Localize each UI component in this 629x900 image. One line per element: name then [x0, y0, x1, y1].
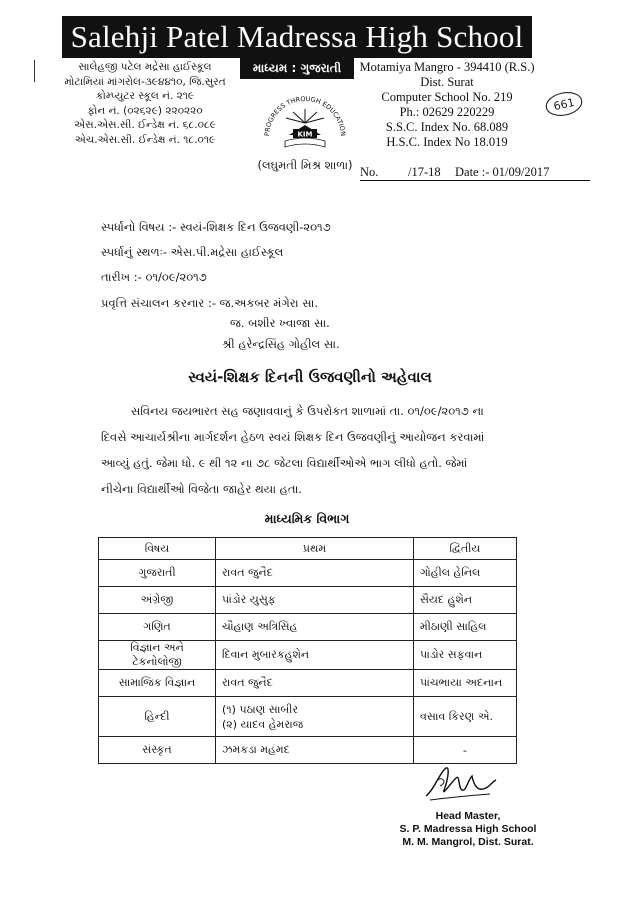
- first-place-name: (૧) પઠાણ સાબીર: [222, 702, 299, 716]
- first-place-cell: પાંડોર યુસુફ: [216, 587, 414, 614]
- table-row: [99, 614, 517, 641]
- crest-motto: PROGRESS THROUGH EDUCATION: [262, 94, 348, 137]
- first-place-cell: રાવત જુનૈદ: [216, 560, 414, 587]
- second-place-cell: પાંડોર સફવાન: [414, 641, 517, 670]
- gujarati-address-line: સાલેહજી પટેલ મદ્રેસા હાઈસ્કૂલ: [78, 61, 212, 73]
- handwritten-signature-icon: [420, 760, 500, 806]
- english-address-line: Computer School No. 219: [381, 90, 513, 104]
- subject-cell: ગણિત: [99, 614, 216, 641]
- report-title: સ્વયં-શિક્ષક દિનની ઉજવણીનો અહેવાલ: [188, 368, 432, 386]
- report-paragraph: [101, 404, 521, 508]
- second-place-cell: ગોહીલ હેનિલ: [414, 560, 517, 587]
- organizer-row: [101, 296, 318, 311]
- second-place-cell: વસાવ કિરણ એ.: [414, 697, 517, 737]
- report-line: દિવસે આચાર્યશ્રીના માર્ગદર્શન હેઠળ સ્વયં શિક્ષક દિન ઉજવણીનું આયોજન કરવામાં: [101, 430, 485, 444]
- medium-tag: માધ્યમ : ગુજરાતી: [240, 58, 354, 79]
- signature-block: [388, 810, 548, 849]
- signatory-address: M. M. Mangrol, Dist. Surat.: [402, 836, 534, 848]
- section-title: માધ્યમિક વિભાગ: [264, 511, 350, 526]
- first-place-cell: રાવત જુનૈદ: [216, 670, 414, 697]
- gujarati-address-line: ફોન નં. (૦૨૬૨૯) ૨૨૦૨૨૦: [87, 104, 203, 117]
- signatory-school: S. P. Madressa High School: [399, 823, 537, 835]
- subject-cell: સંસ્કૃત: [99, 737, 216, 764]
- minority-note: (લઘુમતી મિશ્ર શાળા): [257, 158, 353, 172]
- stamp-number: 661: [552, 95, 576, 114]
- report-line: આવ્યું હતું. જેમા ધો. ૯ થી ૧૨ ના ૭૮ જેટલા વિદ્યાર્થીઓએ ભાગ લીધો હતો. જેમાં: [101, 456, 468, 470]
- competition-venue: સ્પર્ધાનું સ્થળઃ- એસ.પી.મદ્રેસા હાઈસ્કૂલ: [101, 245, 284, 259]
- crest-center-text: KIM: [297, 130, 313, 139]
- organizer-label: પ્રવૃત્તિ સંચાલન કરનાર :-: [101, 296, 216, 310]
- report-line: નીચેના વિદ્યાર્થીઓ વિજેતા જાહેર થયા હતા.: [101, 482, 302, 496]
- subject-cell: હિન્દી: [99, 697, 216, 737]
- english-address-line: H.S.C. Index No 18.019: [386, 135, 508, 149]
- organizer-name: શ્રી હરેન્દ્રસિંહ ગોહીલ સા.: [222, 337, 340, 351]
- gujarati-address: [50, 60, 240, 147]
- table-row: [99, 670, 517, 697]
- english-address: [358, 60, 536, 150]
- subject-cell: ગુજરાતી: [99, 560, 216, 587]
- first-place-cell: દિવાન મુબારકહુશેન: [216, 641, 414, 670]
- second-place-cell: પાંચભાયા અદનાન: [414, 670, 517, 697]
- gujarati-address-line: એચ.એસ.સી. ઈન્ડેક્ષ નં. ૧૮.૦૧૯: [74, 133, 216, 146]
- reference-line: [360, 165, 590, 181]
- results-table: [98, 537, 517, 764]
- first-place-name: (૨) યાદવ હેમરાજ: [222, 717, 304, 731]
- school-crest-icon: [255, 85, 355, 155]
- column-header: પ્રથમ: [216, 538, 414, 560]
- table-header-row: [99, 538, 517, 560]
- gujarati-address-line: કોમ્પ્યુટર સ્કૂલ નં. ૨૧૯: [95, 90, 195, 102]
- second-place-cell: સૈયદ હુશેન: [414, 587, 517, 614]
- stamp-mark: [544, 90, 584, 118]
- second-place-cell: મીઠાણી સાહિલ: [414, 614, 517, 641]
- reference-underline: [360, 180, 590, 181]
- organizer-name: જ.અકબર મંગેરા સા.: [219, 296, 318, 310]
- column-header: વિષય: [99, 538, 216, 560]
- organizer-name: જ. બશીર ખ્વાજા સા.: [230, 316, 330, 330]
- school-name-banner: Salehji Patel Madressa High School: [62, 16, 532, 58]
- ref-no-label: No.: [360, 165, 379, 179]
- competition-date: તારીખ :- ૦૧/૦૯/૨૦૧૭: [101, 270, 207, 284]
- gujarati-address-line: એસ.એસ.સી. ઈન્ડેક્ષ નં. ૬૮.૦૮૯: [74, 119, 216, 131]
- subject-cell: અંગ્રેજી: [99, 587, 216, 614]
- first-place-cell: ચૌહાણ અત્રિસિંહ: [216, 614, 414, 641]
- ref-no-value: /17-18: [408, 165, 441, 179]
- competition-subject: સ્પર્ધાનો વિષય :- સ્વયં-શિક્ષક દિન ઉજવણી-૨૦૧૭: [101, 220, 331, 234]
- column-header: દ્વિતીય: [414, 538, 517, 560]
- english-address-line: Ph.: 02629 220229: [399, 105, 495, 119]
- english-address-line: S.S.C. Index No. 68.089: [385, 120, 509, 134]
- subject-cell: સામાજિક વિજ્ઞાન: [99, 670, 216, 697]
- letter-date: Date :- 01/09/2017: [455, 165, 550, 179]
- english-address-line: Motamiya Mangro - 394410 (R.S.): [359, 60, 535, 74]
- second-place-cell: -: [414, 737, 517, 764]
- table-row: [99, 641, 517, 670]
- signatory-title: Head Master,: [435, 810, 501, 822]
- english-address-line: Dist. Surat: [420, 75, 474, 89]
- gujarati-address-line: મોટામિયાં માંગરોલ-૩૯૪૪૧૦, જિ.સુરત: [64, 75, 226, 88]
- table-row: [99, 587, 517, 614]
- margin-mark: [34, 60, 35, 82]
- report-line: સવિનય જયભારત સહ જણાવવાનું કે ઉપરોકત શાળામાં તા. ૦૧/૦૯/૨૦૧૭ ના: [131, 404, 484, 418]
- first-place-cell: [216, 697, 414, 737]
- table-row: [99, 560, 517, 587]
- first-place-cell: ઝમકડા મહંમદ: [216, 737, 414, 764]
- table-row: [99, 697, 517, 737]
- subject-cell: વિજ્ઞાન અને ટેકનોલોજી: [99, 641, 216, 670]
